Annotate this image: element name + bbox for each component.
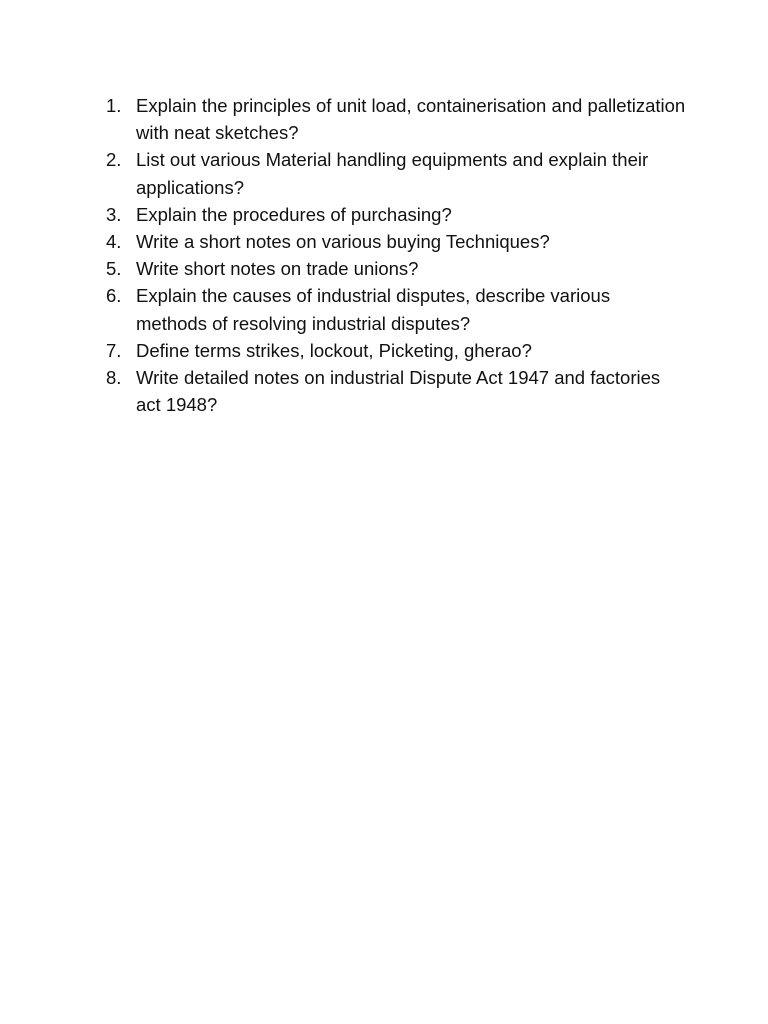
question-item [106, 146, 686, 200]
question-text: Explain the principles of unit load, containerisation and palletization with neat sketches? [136, 95, 686, 144]
question-text: Write a short notes on various buying Techniques? [136, 231, 550, 253]
question-item [106, 228, 686, 255]
question-item [106, 201, 686, 228]
question-number: 1. [106, 95, 122, 116]
question-text: Define terms strikes, lockout, Picketing, gherao? [136, 339, 532, 361]
question-number: 5. [106, 258, 122, 280]
question-number: 8. [106, 367, 122, 389]
question-text: Write short notes on trade unions? [136, 258, 419, 280]
question-number: 6. [106, 285, 122, 307]
question-text: Explain the causes of industrial disputes, describe various methods of resolving industrial disputes? [136, 285, 611, 334]
question-text: Explain the procedures of purchasing? [136, 203, 452, 225]
question-list [106, 92, 686, 418]
question-number: 7. [106, 339, 122, 361]
question-number: 2. [106, 149, 122, 171]
question-item [106, 282, 686, 336]
question-number: 3. [106, 203, 122, 225]
question-text: Write detailed notes on industrial Dispute Act 1947 and factories act 1948? [136, 367, 661, 416]
question-item [106, 255, 686, 282]
question-number: 4. [106, 231, 122, 253]
question-text: List out various Material handling equipments and explain their applications? [136, 149, 649, 198]
question-item [106, 364, 686, 418]
question-item [106, 337, 686, 364]
question-item [106, 92, 686, 146]
